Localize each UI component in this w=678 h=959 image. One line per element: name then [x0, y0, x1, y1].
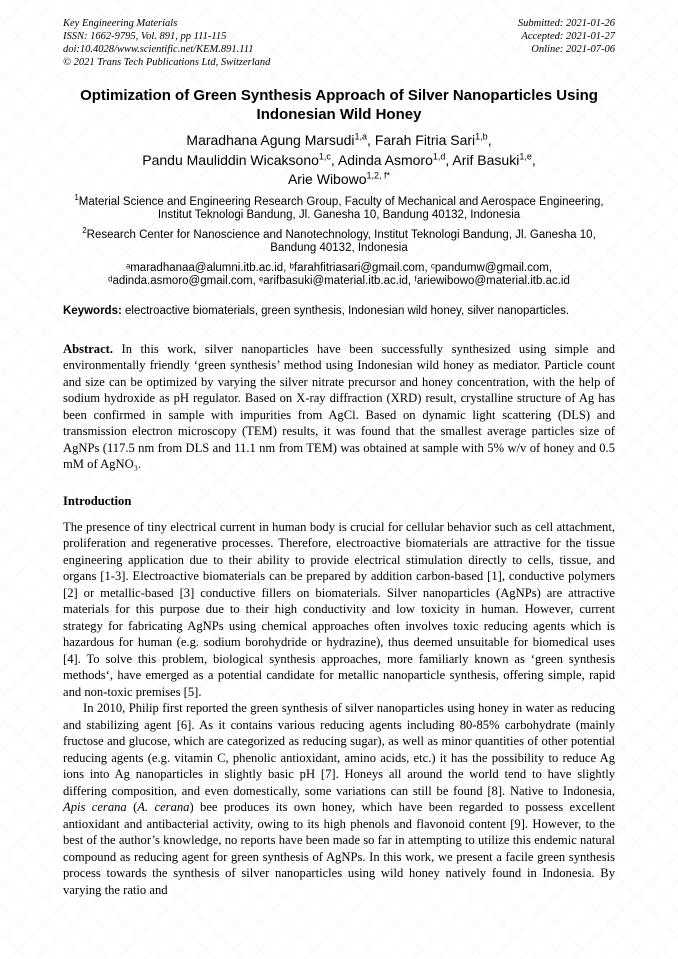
author-affiliation-marks: 1,a — [354, 131, 368, 142]
author-affiliation-marks: 1,b — [475, 131, 488, 142]
affiliation-marker: 1 — [74, 192, 79, 202]
introduction-paragraph-2 — [63, 700, 615, 898]
submitted-date: Submitted: 2021-01-26 — [517, 18, 615, 29]
author-name: Arie Wibowo — [287, 171, 367, 187]
affiliation-1 — [63, 192, 615, 223]
author-separator: , — [330, 151, 338, 168]
species-name: Apis cerana — [63, 800, 127, 814]
affiliation-text: Material Science and Engineering Research Group, Faculty of Mechanical and Aerospace Engineering, Institut Teknologi Bandung, Jl. Ganesha 10, Bandung 40132, Indonesia — [78, 195, 604, 221]
journal-name: Key Engineering Materials — [63, 18, 178, 29]
author-affiliation-marks: 1,e — [519, 150, 532, 161]
author-separator: , — [367, 132, 375, 148]
paper-title-line-1: Optimization of Green Synthesis Approach of Silver Nanoparticles Using — [80, 87, 598, 104]
author-separator: , — [487, 132, 492, 148]
copyright-line: © 2021 Trans Tech Publications Ltd, Switzerland — [63, 57, 271, 68]
paragraph-text: In 2010, Philip first reported the green synthesis of silver nanoparticles using honey in water as reducing and stabilizing agent [6]. As it contains various reducing agents including 80-85% carbohydrate (mainly fructose and glucose, which are categorized as reducing sugar), as well as minor quantities of other potential reducing agents (e.g. vitamin C, phenolic antioxidant, amino acids, etc.) it has the possibility to reduce Ag ions into Ag nanoparticles in slightly basic pH [7]. Honeys all around the world tend to have slightly differing composition, and even domestically, some variations can still be found [8]. Native to Indonesia, — [63, 701, 615, 798]
paper-title — [63, 86, 615, 124]
author-name: Pandu Mauliddin Wicaksono — [142, 151, 319, 168]
keywords-line — [63, 304, 615, 318]
author-affiliation-marks: 1,c — [318, 150, 331, 161]
keywords-label: Keywords: — [63, 304, 122, 317]
journal-meta-right — [518, 17, 615, 69]
author-name: Maradhana Agung Marsudi — [186, 132, 355, 148]
online-date: Online: 2021-07-06 — [531, 44, 615, 55]
paragraph-text: ( — [126, 800, 138, 814]
author-emails: ᵃmaradhanaa@alumni.itb.ac.id, ᵇfarahfitriasari@gmail.com, ᶜpandumw@gmail.com, ᵈadinda.asmoro@gmail.com, ᵉarifbasuki@material.itb.ac.id, ᶠariewibowo@material.itb.ac.id — [108, 261, 570, 287]
journal-header — [63, 17, 615, 69]
abstract-label: Abstract. — [63, 341, 114, 356]
doi-line: doi:10.4028/www.scientific.net/KEM.891.111 — [63, 44, 254, 55]
affiliation-text: Research Center for Nanoscience and Nanotechnology, Institut Teknologi Bandung, Jl. Ganesha 10, Bandung 40132, Indonesia — [86, 228, 596, 254]
affiliation-marker: 2 — [82, 225, 87, 235]
species-name: A. cerana — [137, 800, 190, 814]
author-name: Farah Fitria Sari — [374, 132, 476, 148]
paper-title-line-2: Indonesian Wild Honey — [256, 106, 422, 123]
introduction-paragraph-1: The presence of tiny electrical current in human body is crucial for cellular behavior such as cell attachment, proliferation and regenerative processes. Therefore, electroactive biomaterials are attractive for the tissue engineering application due to their ability to provide electrical stimulation directly to cells, tissue, and organs [1-3]. Electroactive biomaterials can be prepared by addition carbon-based [1], conductive polymers [2] or metallic-based [3] conductive fillers on biomaterials. Silver nanoparticles (AgNPs) are attractive materials for this purpose due to their high conductivity and low toxicity in human. However, current strategy for fabricating AgNPs using chemical approaches often involves toxic reducing agents which is hazardous for human (e.g. sodium borohydride or hydrazine), thus deemed unsuitable for biomedical uses [4]. To solve this problem, biological synthesis approaches, more familiarly known as ‘green synthesis methods‘, have emerged as a potential candidate for metallic nanoparticle synthesis, offering simple, rapid and non-toxic premises [5]. — [63, 519, 615, 699]
author-name: Adinda Asmoro — [337, 151, 433, 168]
abstract-text: In this work, silver nanoparticles have been successfully synthesized using simple and environmentally friendly ‘green synthesis’ method using Indonesian wild honey as mediator. Particle count and size can be optimized by varying the silver nitrate precursor and honey concentration, with the help of sodium hydroxide as pH regulator. Based on X-ray diffraction (XRD) result, crystalline structure of Ag has been confirmed in sample with impurities from AgCl. Based on dynamic light scattering (DLS) and transmission electron microscopy (TEM) results, it was found that the smallest average particles size of AgNPs (117.5 nm from DLS and 11.1 nm from TEM) was obtained at sample with 5% w/v of honey and 0.5 mM of AgNO₃. — [63, 341, 615, 471]
authors-line-3 — [63, 170, 615, 190]
affiliation-2 — [63, 225, 615, 256]
author-affiliation-marks: 1,2, f* — [366, 170, 391, 181]
abstract-paragraph — [63, 341, 615, 473]
keywords-text: electroactive biomaterials, green synthesis, Indonesian wild honey, silver nanoparticles. — [121, 304, 570, 317]
authors-line-1 — [63, 131, 615, 151]
author-separator: , — [445, 151, 453, 168]
author-separator: , — [531, 151, 536, 168]
journal-meta-left — [63, 17, 270, 69]
accepted-date: Accepted: 2021-01-27 — [521, 31, 615, 42]
author-name: Arif Basuki — [452, 151, 520, 168]
author-affiliation-marks: 1,d — [432, 150, 446, 161]
paragraph-text: ) bee produces its own honey, which have been regarded to possess excellent antioxidant and antibacterial activity, owing to its high phenols and flavonoid content [9]. However, to the best of the author’s knowledge, no reports have been made so far in attempting to utilize this endemic natural compound as reducing agent for green synthesis of AgNPs. In this work, we present a facile green synthesis process towards the synthesis of silver nanoparticles using wild honey natively found in Indonesia. By varying the ratio and — [63, 800, 616, 897]
section-heading-introduction: Introduction — [63, 493, 132, 508]
authors-line-2 — [63, 151, 615, 171]
issn-volume-line: ISSN: 1662-9795, Vol. 891, pp 111-115 — [63, 31, 227, 42]
authors-block — [63, 131, 615, 190]
